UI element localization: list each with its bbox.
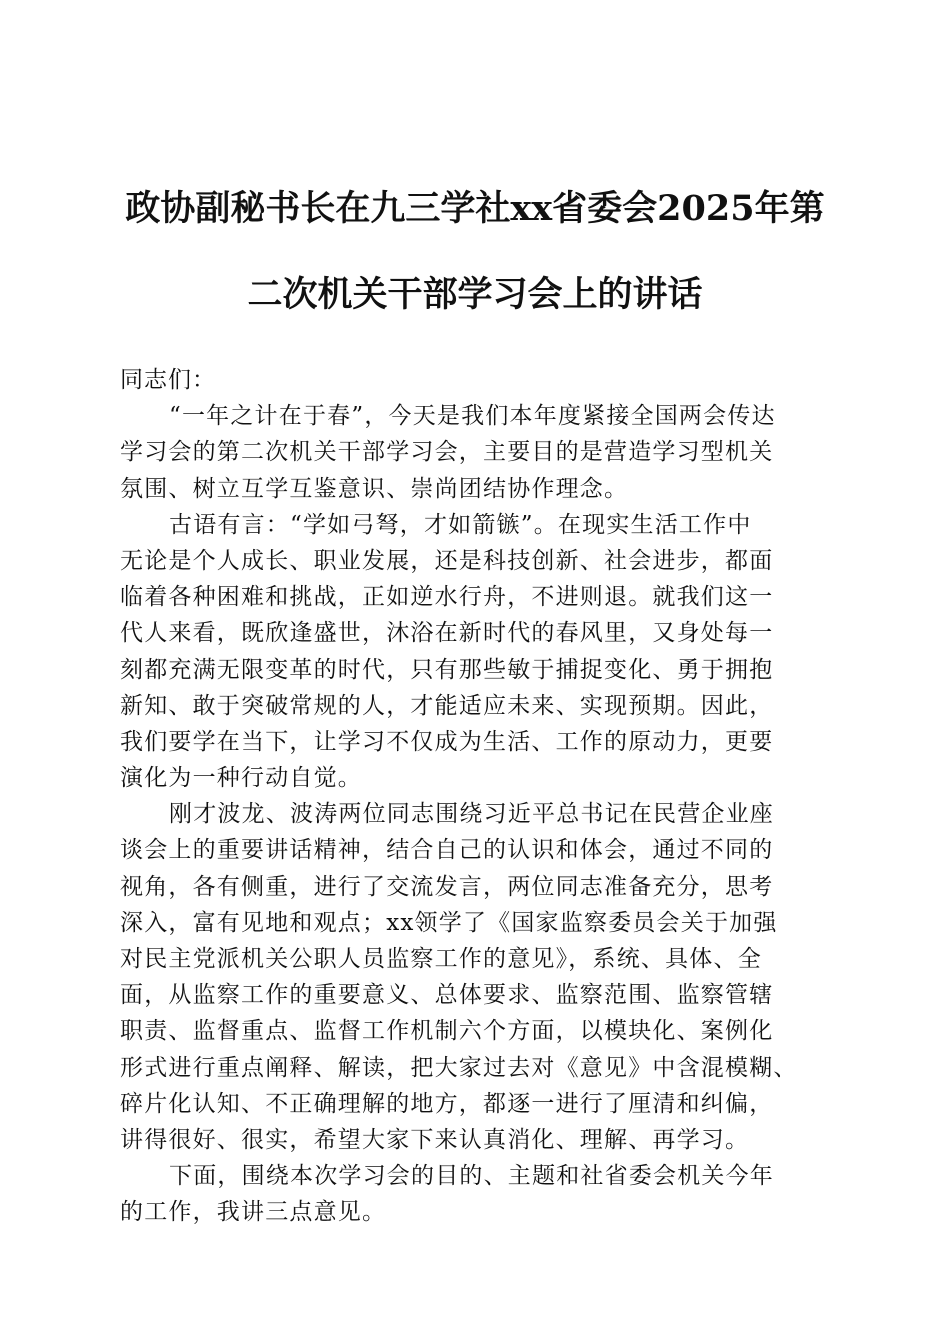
paragraph-3 — [120, 796, 832, 1158]
paragraph-line: “一年之计在于春”，今天是我们本年度紧接全国两会传达 — [169, 403, 776, 430]
document-title — [100, 166, 850, 338]
paragraph-line: 面，从监察工作的重要意义、总体要求、监察范围、监察管辖 — [120, 982, 774, 1009]
paragraph-1 — [120, 398, 832, 507]
title-line-1: 政协副秘书长在九三学社xx省委会2025年第 — [125, 188, 825, 229]
paragraph-line: 刻都充满无限变革的时代，只有那些敏于捕捉变化、勇于拥抱 — [120, 656, 774, 683]
paragraph-4 — [120, 1158, 832, 1230]
paragraph-line: 古语有言：“学如弓弩，才如箭镞”。在现实生活工作中 — [169, 511, 752, 538]
paragraph-2 — [120, 507, 832, 797]
document-body — [120, 362, 832, 1231]
paragraph-line: 碎片化认知、不正确理解的地方，都逐一进行了厘清和纠偏， — [120, 1090, 774, 1117]
paragraph-line: 形式进行重点阐释、解读，把大家过去对《意见》中含混模糊、 — [120, 1054, 798, 1081]
paragraph-line: 视角，各有侧重，进行了交流发言，两位同志准备充分，思考 — [120, 873, 774, 900]
paragraph-line: 谈会上的重要讲话精神，结合自己的认识和体会，通过不同的 — [120, 837, 774, 864]
paragraph-line: 代人来看，既欣逢盛世，沐浴在新时代的春风里，又身处每一 — [120, 620, 774, 647]
paragraph-line: 无论是个人成长、职业发展，还是科技创新、社会进步，都面 — [120, 547, 774, 574]
paragraph-line: 演化为一种行动自觉。 — [120, 765, 362, 792]
paragraph-line: 临着各种困难和挑战，正如逆水行舟，不进则退。就我们这一 — [120, 584, 774, 611]
paragraph-line: 深入，富有见地和观点；xx领学了《国家监察委员会关于加强 — [120, 909, 778, 936]
title-line-2: 二次机关干部学习会上的讲话 — [247, 274, 703, 315]
paragraph-line: 对民主党派机关公职人员监察工作的意见》，系统、具体、全 — [120, 946, 762, 972]
paragraph-line: 刚才波龙、波涛两位同志围绕习近平总书记在民营企业座 — [169, 801, 774, 828]
paragraph-line: 的工作，我讲三点意见。 — [120, 1199, 387, 1226]
paragraph-line: 新知、敢于突破常规的人，才能适应未来、实现预期。因此， — [120, 692, 774, 719]
paragraph-line: 讲得很好、很实，希望大家下来认真消化、理解、再学习。 — [120, 1126, 750, 1153]
paragraph-line: 下面，围绕本次学习会的目的、主题和社省委会机关今年 — [169, 1163, 774, 1190]
paragraph-line: 学习会的第二次机关干部学习会，主要目的是营造学习型机关 — [120, 439, 774, 466]
paragraph-line: 氛围、树立互学互鉴意识、崇尚团结协作理念。 — [120, 475, 629, 502]
salutation: 同志们： — [120, 367, 216, 393]
paragraph-line: 我们要学在当下，让学习不仅成为生活、工作的原动力，更要 — [120, 728, 774, 755]
paragraph-line: 职责、监督重点、监督工作机制六个方面，以模块化、案例化 — [120, 1018, 774, 1045]
